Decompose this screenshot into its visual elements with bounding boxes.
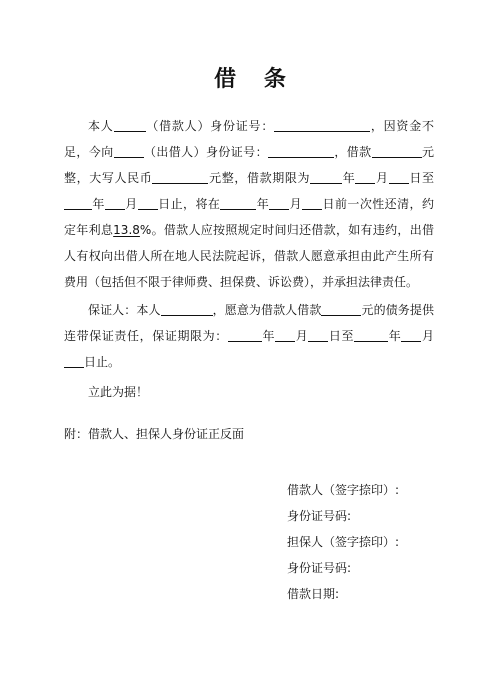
- guarantee-start-day-blank: [308, 326, 328, 342]
- start-day-blank: [389, 168, 409, 184]
- text-segment: 日止，将在: [157, 197, 221, 211]
- guarantee-amount-blank: [321, 300, 361, 316]
- repay-month-blank: [269, 194, 289, 210]
- text-segment: 日至: [408, 171, 434, 185]
- text-segment: 年: [261, 329, 276, 343]
- text-segment: 年: [342, 171, 356, 185]
- text-segment: 月: [124, 197, 138, 211]
- guarantee-end-day-blank: [64, 352, 84, 368]
- document-title: 借 条: [214, 67, 296, 92]
- guarantee-start-month-blank: [275, 326, 295, 342]
- text-segment: 本人: [88, 119, 114, 133]
- amount-blank: [372, 142, 422, 158]
- repay-day-blank: [302, 194, 322, 210]
- text-segment: 月: [289, 197, 303, 211]
- repay-year-blank: [220, 194, 256, 210]
- closing-line: 立此为据！: [88, 385, 149, 399]
- text-segment: 年: [92, 197, 105, 211]
- text-segment: 月: [421, 329, 434, 343]
- start-year-blank: [310, 168, 342, 184]
- end-day-blank: [138, 194, 158, 210]
- guarantee-end-month-blank: [401, 326, 421, 342]
- guarantee-end-year-blank: [354, 326, 388, 342]
- borrower-id-label: 身份证号码:: [287, 509, 352, 523]
- text-segment: 元整，借款期限为: [208, 171, 311, 185]
- attachment-note: 附：借款人、担保人身份证正反面: [64, 427, 245, 441]
- text-segment: 日至: [328, 329, 355, 343]
- guarantee-paragraph: [64, 297, 434, 375]
- text-segment: 月: [295, 329, 309, 343]
- text-segment: 日前一次性还清，约定年利息: [64, 197, 434, 237]
- signature-block: [287, 477, 399, 607]
- text-segment: （出借人）身份证号：: [143, 145, 268, 159]
- guarantee-start-year-blank: [228, 326, 262, 342]
- text-segment: 保证人：本人: [88, 303, 161, 317]
- guarantor-id-label: 身份证号码:: [287, 561, 352, 575]
- end-year-blank: [64, 194, 92, 210]
- text-segment: 月: [375, 171, 389, 185]
- text-segment: 年: [388, 329, 402, 343]
- text-segment: 年: [256, 197, 270, 211]
- guarantor-name-blank: [161, 300, 213, 316]
- document-body: [64, 113, 434, 405]
- text-segment: 元整，大写人民币: [64, 145, 434, 185]
- guarantor-signature-label: 担保人（签字捺印）:: [287, 535, 400, 549]
- start-month-blank: [355, 168, 375, 184]
- text-segment: %。借款人应按照规定时间归还借款，如有违约，出借人有权向出借人所在地人民法院起诉，借款人愿意承担由此产生所有费用（包括但不限于律师费、担保费、诉讼费），并承担法律责任。: [64, 223, 434, 289]
- lender-name-blank: [114, 142, 144, 158]
- loan-date-label: 借款日期:: [287, 587, 340, 601]
- text-segment: ，借款: [333, 145, 372, 159]
- borrower-name-blank: [114, 116, 146, 132]
- text-segment: ，愿意为借款人借款: [212, 303, 322, 317]
- text-segment: 日止。: [84, 355, 121, 369]
- amount-capital-blank: [152, 168, 208, 184]
- borrower-signature-label: 借款人（签字捺印）:: [287, 483, 400, 497]
- end-month-blank: [105, 194, 125, 210]
- text-segment: （借款人）身份证号：: [145, 119, 275, 133]
- text-segment: ，因资金不足，今向: [64, 119, 434, 159]
- lender-id-blank: [268, 142, 334, 158]
- text-segment: 元的债务提供连带保证责任，保证期限为：: [64, 303, 434, 343]
- borrower-id-blank: [274, 116, 370, 132]
- loan-terms-paragraph: [64, 113, 434, 295]
- interest-rate-value: 13.8: [113, 223, 140, 237]
